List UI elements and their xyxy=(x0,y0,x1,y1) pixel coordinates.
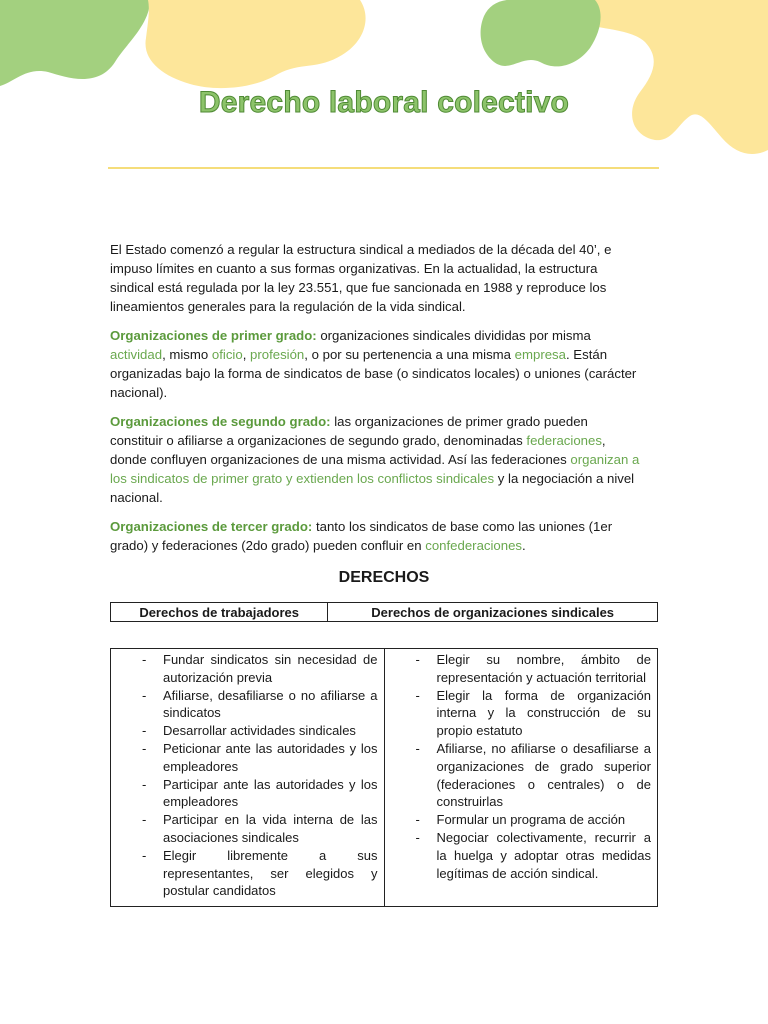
highlight-oficio: oficio xyxy=(211,347,243,362)
text: , xyxy=(242,347,251,362)
header-organizaciones: Derechos de organizaciones sindicales xyxy=(328,603,658,622)
list-item: - Elegir su nombre, ámbito de representación y actuación territorial xyxy=(391,651,652,687)
green-blob-left xyxy=(0,0,150,86)
list-item: - Afiliarse, no afiliarse o desafiliarse a organizaciones de grado superior (federaciones o centrales) o de construirlas xyxy=(391,740,652,811)
segundo-grado-paragraph xyxy=(110,412,640,507)
list-item: - Formular un programa de acción xyxy=(391,811,652,829)
segundo-grado-label: Organizaciones de segundo grado: xyxy=(110,414,331,429)
highlight-profesion: profesión xyxy=(250,347,305,362)
rights-header-table xyxy=(110,602,658,622)
highlight-actividad: actividad xyxy=(110,347,163,362)
green-blob-right xyxy=(481,0,601,66)
text: , o por su pertenencia a una misma xyxy=(304,347,515,362)
text: . Están organizadas bajo la forma de sindicatos de base (o sindicatos locales) o uniones (carácter nacional). xyxy=(110,347,637,400)
yellow-blob-top xyxy=(145,0,365,88)
trabajadores-cell xyxy=(111,649,385,907)
list-item: - Negociar colectivamente, recurrir a la huelga y adoptar otras medidas legítimas de acción sindical. xyxy=(391,829,652,882)
list-item: - Participar en la vida interna de las asociaciones sindicales xyxy=(117,811,378,847)
list-item: - Participar ante las autoridades y los empleadores xyxy=(117,776,378,812)
text: las organizaciones de primer grado pueden constituir o afiliarse a organizaciones de segundo grado, denominadas xyxy=(110,414,588,448)
text: , mismo xyxy=(162,347,212,362)
tercer-grado-paragraph xyxy=(110,517,640,555)
highlight-federaciones: federaciones xyxy=(526,433,602,448)
text: , donde confluyen organizaciones de una misma actividad. Así las federaciones xyxy=(110,433,606,467)
text: organizaciones sindicales divididas por misma xyxy=(316,328,591,343)
organizaciones-list xyxy=(391,651,652,882)
intro-paragraph: El Estado comenzó a regular la estructura sindical a mediados de la década del 40’, e impuso límites en cuanto a sus formas organizativas. En la actualidad, la estructura sindical está regulada por la ley 23.551, que fue sancionada en 1988 y reproduce los lineamientos generales para la regulación de la vida sindical. xyxy=(110,242,612,314)
title-divider xyxy=(108,167,659,169)
trabajadores-list xyxy=(117,651,378,900)
tercer-grado-label: Organizaciones de tercer grado: xyxy=(110,519,313,534)
derechos-heading: DERECHOS xyxy=(338,569,430,586)
highlight-confederaciones: confederaciones xyxy=(425,538,523,553)
main-text xyxy=(110,240,640,565)
decorative-blobs xyxy=(0,0,768,240)
page-title: Derecho laboral colectivo xyxy=(198,86,570,119)
primer-grado-label: Organizaciones de primer grado: xyxy=(110,328,317,343)
text: tanto los sindicatos de base como las uniones (1er grado) y federaciones (2do grado) pueden confluir en xyxy=(110,519,613,553)
highlight-organizan: organizan a los sindicatos de primer grato y extienden los conflictos sindicales xyxy=(110,452,640,486)
list-item: - Desarrollar actividades sindicales xyxy=(117,722,378,740)
list-item: - Peticionar ante las autoridades y los empleadores xyxy=(117,740,378,776)
list-item: - Elegir libremente a sus representantes, ser elegidos y postular candidatos xyxy=(117,847,378,900)
organizaciones-cell xyxy=(384,649,658,907)
text: y la negociación a nivel nacional. xyxy=(110,471,635,505)
list-item: - Elegir la forma de organización interna y la construcción de su propio estatuto xyxy=(391,687,652,740)
header-trabajadores: Derechos de trabajadores xyxy=(111,603,328,622)
rights-table xyxy=(110,648,658,907)
list-item: - Afiliarse, desafiliarse o no afiliarse a sindicatos xyxy=(117,687,378,723)
text: . xyxy=(522,538,526,553)
primer-grado-paragraph xyxy=(110,326,640,402)
highlight-empresa: empresa xyxy=(514,347,566,362)
list-item: - Fundar sindicatos sin necesidad de autorización previa xyxy=(117,651,378,687)
